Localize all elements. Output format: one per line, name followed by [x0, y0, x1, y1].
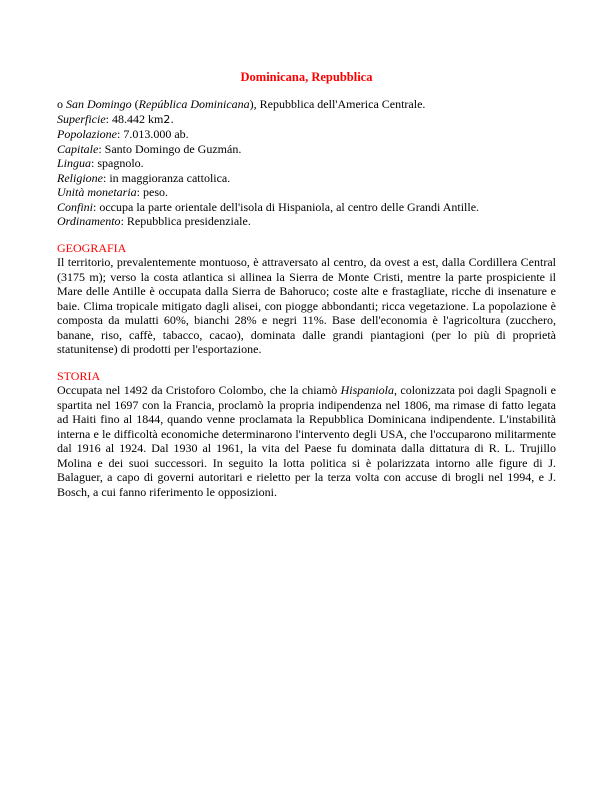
fact-label: Lingua — [57, 156, 92, 170]
fact-capitale — [57, 142, 556, 157]
fact-value-end: . — [170, 112, 174, 126]
section-text-geografia: Il territorio, prevalentemente montuoso, è attraversato al centro, da ovest a est, dalla Cordillera Central (3175 m); verso la costa atlantica si allinea la Sierra de Monte Cristi, mentre la parte prospiciente il Mare delle Antille è occupata dalla Sierra de Bahoruco; coste alte e frastagliate, ricche di insenature e baie. Clima tropicale mitigato dagli alisei, con piogge abbondanti; ricca vegetazione. La popolazione è composta da mulatti 60%, bianchi 28% e negri 11%. Base dell'economia è l'agricoltura (zucchero, banane, riso, caffè, tabacco, cacao), dominata dalle grandi piantagioni (per lo più di proprietà statunitense) di prodotti per l'esportazione. — [57, 255, 556, 356]
fact-value: : spagnolo. — [91, 156, 144, 170]
fact-label: Popolazione — [57, 127, 117, 141]
fact-value: : 48.442 km — [105, 111, 164, 126]
storia-text-after: , colonizzata poi dagli Spagnoli e spartita nel 1697 con la Francia, proclamò la propria indipendenza nel 1806, ma rimase di fatto legata ad Haiti fino al 1844, quando venne proclamata la Repubblica Dominicana indipendente. L'instabilità interna e le difficoltà economiche determinarono l'intervento degli USA, che l'occuparono militarmente dal 1916 al 1924. Dal 1930 al 1961, la vita del Paese fu dominata dalla dittatura di R. L. Trujillo Molina e dei suoi successori. In seguito la lotta politica si è polarizzata intorno alle figure di J. Balaguer, a capo di governi autoritari e rieletto per la terza volta con accuse di brogli nel 1994, e J. Bosch, a cui fanno riferimento le opposizioni. — [57, 383, 556, 499]
intro-rest: ), Repubblica dell'America Centrale. — [249, 97, 426, 111]
fact-label: Confini — [57, 199, 94, 214]
fact-confini — [57, 200, 556, 215]
fact-value: : Santo Domingo de Guzmán. — [98, 141, 242, 156]
fact-religione — [57, 171, 556, 186]
section-text-storia — [57, 383, 556, 499]
fact-label: Ordinamento — [57, 214, 121, 228]
storia-text-italic: Hispaniola — [340, 383, 394, 397]
intro-paren-open: ( — [131, 97, 139, 111]
fact-label: Religione — [57, 170, 103, 185]
fact-value: : occupa la parte orientale dell'isola di Hispaniola, al centro delle Grandi Antille. — [93, 199, 480, 214]
fact-value: : Repubblica presidenziale. — [120, 214, 251, 228]
fact-label: Capitale — [57, 141, 99, 156]
page-title: Dominicana, Repubblica — [240, 70, 373, 84]
storia-text-before: Occupata nel 1492 da Cristoforo Colombo, che la chiamò — [57, 383, 341, 397]
fact-label: Superficie — [57, 111, 106, 126]
intro-local-name: República Dominicana — [138, 97, 250, 111]
fact-label: Unità monetaria — [57, 185, 137, 199]
fact-value: : 7.013.000 ab. — [117, 127, 189, 141]
intro-alt-name: San Domingo — [66, 97, 132, 111]
fact-ordinamento — [57, 214, 556, 229]
section-heading-geografia: GEOGRAFIA — [57, 240, 127, 255]
fact-value: : in maggioranza cattolica. — [102, 170, 231, 185]
intro-prefix: o — [57, 97, 66, 111]
document-page — [57, 70, 556, 499]
fact-unit-exponent: 2 — [163, 112, 171, 126]
fact-value: : peso. — [136, 185, 169, 199]
fact-superficie — [57, 112, 556, 128]
intro-line — [57, 97, 556, 112]
section-heading-storia: STORIA — [57, 368, 101, 383]
fact-unita-monetaria — [57, 185, 556, 200]
fact-lingua — [57, 156, 556, 171]
fact-popolazione — [57, 127, 556, 142]
